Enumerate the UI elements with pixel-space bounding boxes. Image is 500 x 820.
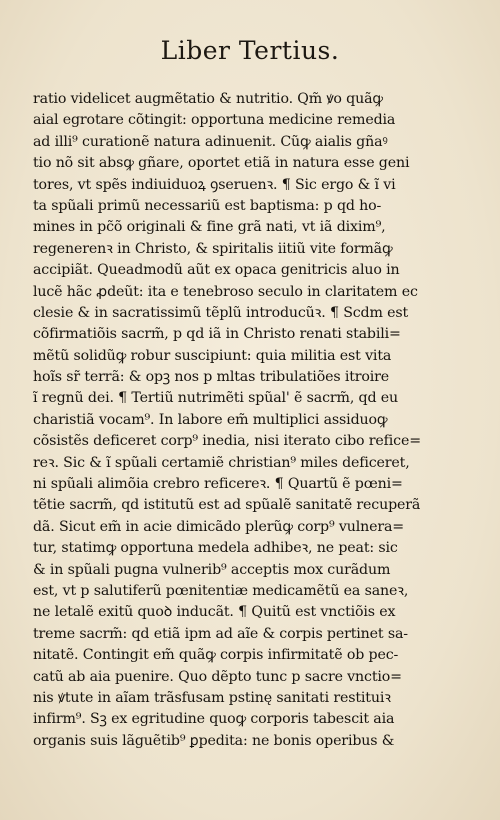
text-line: cõfirmatiõis sacrm̃, p qd iã in Christo renati stabili=: [33, 326, 401, 343]
text-line: tur, statimꝙ opportuna medela adhibeꝛ, ne peat: sic: [33, 540, 398, 557]
text-line: aial egrotare cõtingit: opportuna medicine remedia: [33, 112, 396, 129]
text-line: nis ꝟtute in aĩam trãsfusam pstinę sanitati restituiꝛ: [33, 689, 391, 706]
text-line: tio nõ sit absꝙ gñare, oportet etiã in natura esse geni: [33, 155, 410, 172]
text-line: accipiãt. Queadmodũ aũt ex opaca genitricis aluo in: [33, 262, 400, 279]
text-line: charistiã vocam⁹. In labore em̃ multiplici assiduoꝙ: [33, 411, 388, 428]
text-line: treme sacrm̃: qd etiã ipm ad aĩe & corpis pertinet sa-: [33, 625, 408, 642]
text-line: ratio videlicet augmẽtatio & nutritio. Qm̃ ꝟo quãꝙ: [33, 91, 383, 107]
text-line: regenerenꝛ in Christo, & spiritalis iitiũ vite formãꝙ: [33, 240, 393, 257]
text-line: catũ ab aia puenire. Quo dẽpto tunc p sacre vnctio=: [33, 668, 402, 685]
text-line: lucẽ hãc ꝓdeũt: ita e tenebroso seculo in claritatem ec: [33, 283, 418, 300]
text-line: ad illi⁹ curationẽ natura adinuenit. Cũꝙ aialis gñaꝰ: [33, 133, 388, 150]
text-line: est, vt p salutiferũ pœnitentiæ medicamẽtũ ea saneꝛ,: [33, 582, 409, 599]
text-line: clesie & in sacratissimũ tẽplũ introducũꝛ. ¶ Scdm est: [33, 304, 409, 321]
text-line: hoĩs sr̃ terrã: & opꝫ nos p mltas tribulatiões itroire: [33, 369, 390, 386]
text-line: mẽtũ solidũꝙ robur suscipiunt: quia militia est vita: [33, 347, 392, 364]
text-line: & in spũali pugna vulnerib⁹ acceptis mox curãdum: [33, 561, 391, 578]
text-line: ta spũali primũ necessariũ est baptisma: p qd ho-: [33, 197, 382, 214]
text-line: ĩ regnũ dei. ¶ Tertiũ nutrimẽti spũal' ẽ sacrm̃, qd eu: [33, 390, 398, 407]
text-line: cõsistẽs deficeret corp⁹ inedia, nisi iterato cibo refice=: [33, 433, 421, 450]
text-line: dã. Sicut em̃ in acie dimicãdo plerũꝙ corp⁹ vulnera=: [33, 518, 405, 535]
text-line: ne letalẽ exitũ quoꝺ inducãt. ¶ Quitũ est vnctiõis ex: [33, 604, 396, 621]
text-line: tores, vt spẽs indiuiduoꝝ ꝯseruenꝛ. ¶ Sic ergo & ĩ vi: [33, 176, 396, 193]
text-line: reꝛ. Sic & ĩ spũali certamiẽ christian⁹ miles deficeret,: [33, 454, 410, 471]
text-block: [33, 89, 445, 752]
running-header: Liber Tertius.: [160, 36, 340, 65]
text-line: mines in pc̃õ originali & fine grã nati, vt iã dixim⁹,: [33, 219, 386, 236]
text-line: tẽtie sacrm̃, qd istitutũ est ad spũalẽ sanitatẽ recuperã: [33, 497, 421, 514]
text-line: ni spũali alimõia crebro reficereꝛ. ¶ Quartũ ẽ pœni=: [33, 476, 403, 493]
text-line: infirm⁹. Sꝫ ex egritudine quoꝙ corporis tabescit aia: [33, 711, 395, 728]
text-line: nitatẽ. Contingit em̃ quãꝙ corpis infirmitatẽ ob pec-: [33, 647, 399, 664]
text-line: organis suis lãguẽtib⁹ ꝑpedita: ne bonis operibus &: [33, 732, 395, 749]
